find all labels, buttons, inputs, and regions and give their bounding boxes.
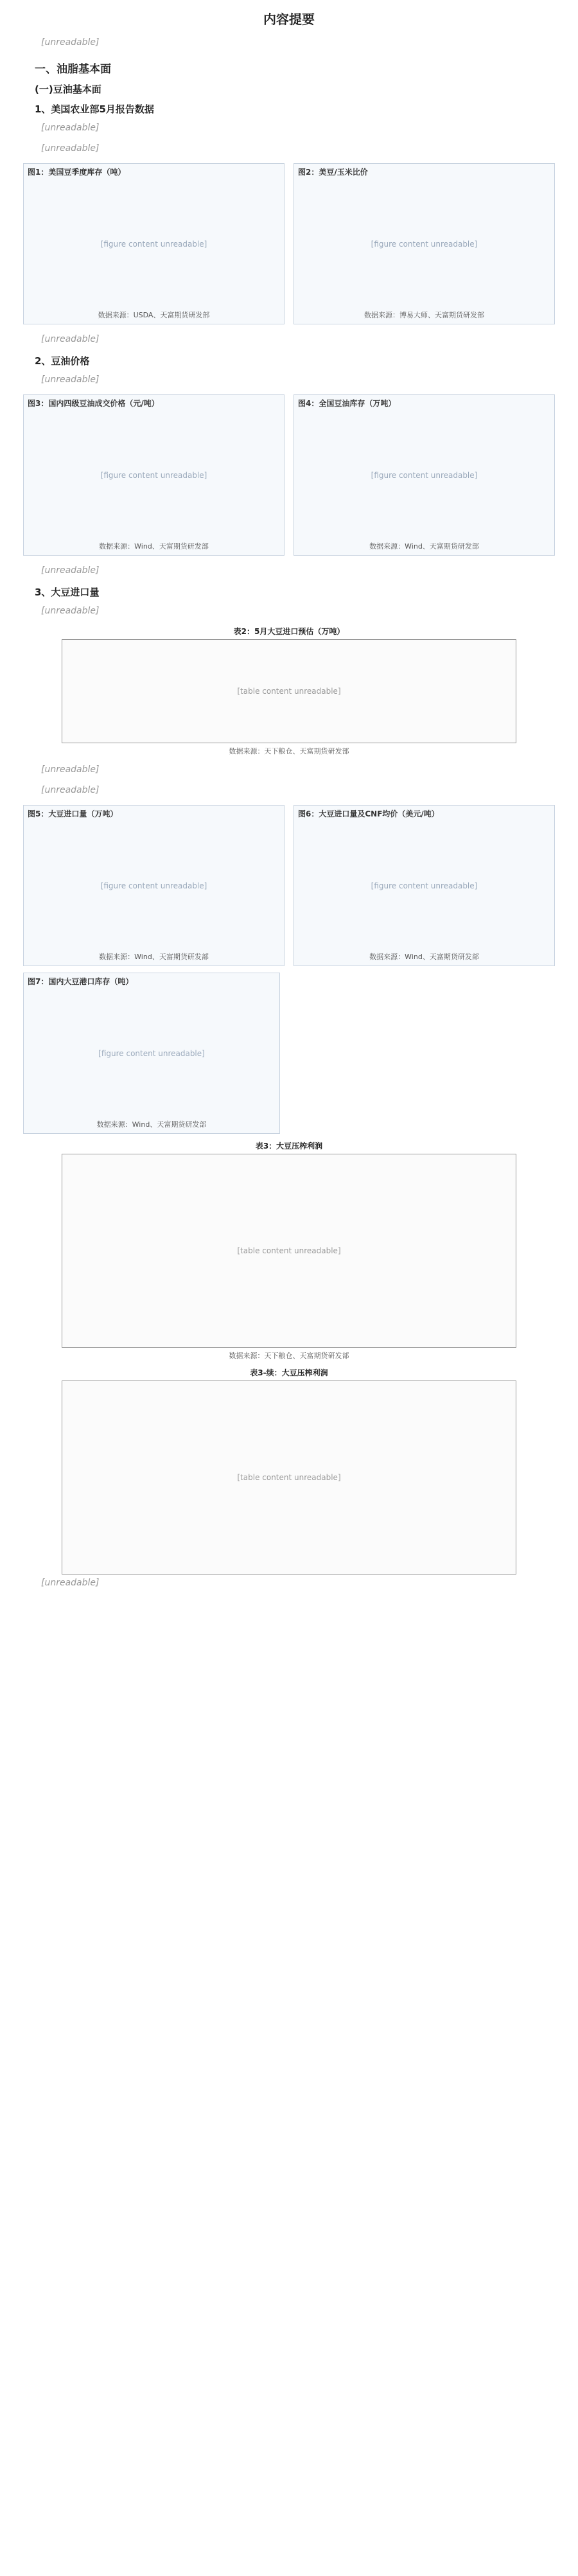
figure-source: 数据来源：Wind、天富期货研发部 [369,542,479,551]
figure-1 [23,163,285,324]
paragraph: [unreadable] [41,565,100,576]
table-title: 表2：5月大豆进口预估（万吨） [233,627,345,636]
paragraph: [unreadable] [41,764,100,775]
figure-7 [23,973,280,1134]
paragraph: [unreadable] [41,1578,100,1588]
paragraph: [unreadable] [41,143,100,154]
figure-title: 图5：大豆进口量（万吨） [28,809,118,818]
summary-paragraph: [unreadable] [41,37,100,48]
table-title: 表3-续：大豆压榨利润 [250,1368,328,1377]
figure-title: 图7：国内大豆港口库存（吨） [28,977,134,986]
figure-row-2 [23,394,555,556]
figure-source: 数据来源：博易大师、天富期货研发部 [364,311,484,319]
figure-placeholder: [figure content unreadable] [100,471,207,480]
figure-5 [23,805,285,966]
paragraph: [unreadable] [41,123,100,133]
figure-title: 图4：全国豆油库存（万吨） [298,399,396,408]
figure-row-3 [23,805,555,966]
page-title: 内容提要 [263,12,315,27]
figure-placeholder: [figure content unreadable] [100,881,207,890]
table-2: [table content unreadable] [62,639,516,743]
figure-placeholder: [figure content unreadable] [100,240,207,249]
table-source: 数据来源：天下粮仓、天富期货研发部 [229,747,349,755]
section-heading-1: 一、油脂基本面 [35,63,111,76]
figure-title: 图1：美国豆季度库存（吨） [28,168,126,177]
figure-source: 数据来源：USDA、天富期货研发部 [98,311,210,319]
paragraph: [unreadable] [41,606,100,616]
figure-2 [293,163,555,324]
figure-6 [293,805,555,966]
paragraph: [unreadable] [41,785,100,795]
figure-source: 数据来源：Wind、天富期货研发部 [369,953,479,961]
figure-source: 数据来源：Wind、天富期货研发部 [96,1120,207,1129]
figure-source: 数据来源：Wind、天富期货研发部 [99,542,209,551]
figure-placeholder: [figure content unreadable] [371,471,478,480]
figure-placeholder: [figure content unreadable] [371,881,478,890]
table-source: 数据来源：天下粮仓、天富期货研发部 [229,1352,349,1360]
figure-placeholder: [figure content unreadable] [98,1049,205,1058]
item-heading-3: 3、大豆进口量 [35,587,100,598]
figure-4 [293,394,555,556]
item-heading-2: 2、豆油价格 [35,355,90,367]
figure-row-1 [23,163,555,324]
figure-placeholder: [figure content unreadable] [371,240,478,249]
item-heading-1: 1、美国农业部5月报告数据 [35,103,154,115]
figure-row-4 [23,973,555,1134]
paragraph: [unreadable] [41,334,100,344]
table-3: [table content unreadable] [62,1154,516,1348]
paragraph: [unreadable] [41,375,100,385]
table-3-continued: [table content unreadable] [62,1381,516,1575]
subsection-heading-1: (一)豆油基本面 [35,84,101,95]
figure-title: 图3：国内四级豆油成交价格（元/吨） [28,399,159,408]
table-title: 表3：大豆压榨利润 [255,1142,323,1151]
figure-title: 图2：美豆/玉米比价 [298,168,368,177]
figure-source: 数据来源：Wind、天富期货研发部 [99,953,209,961]
figure-3 [23,394,285,556]
figure-title: 图6：大豆进口量及CNF均价（美元/吨） [298,809,439,818]
